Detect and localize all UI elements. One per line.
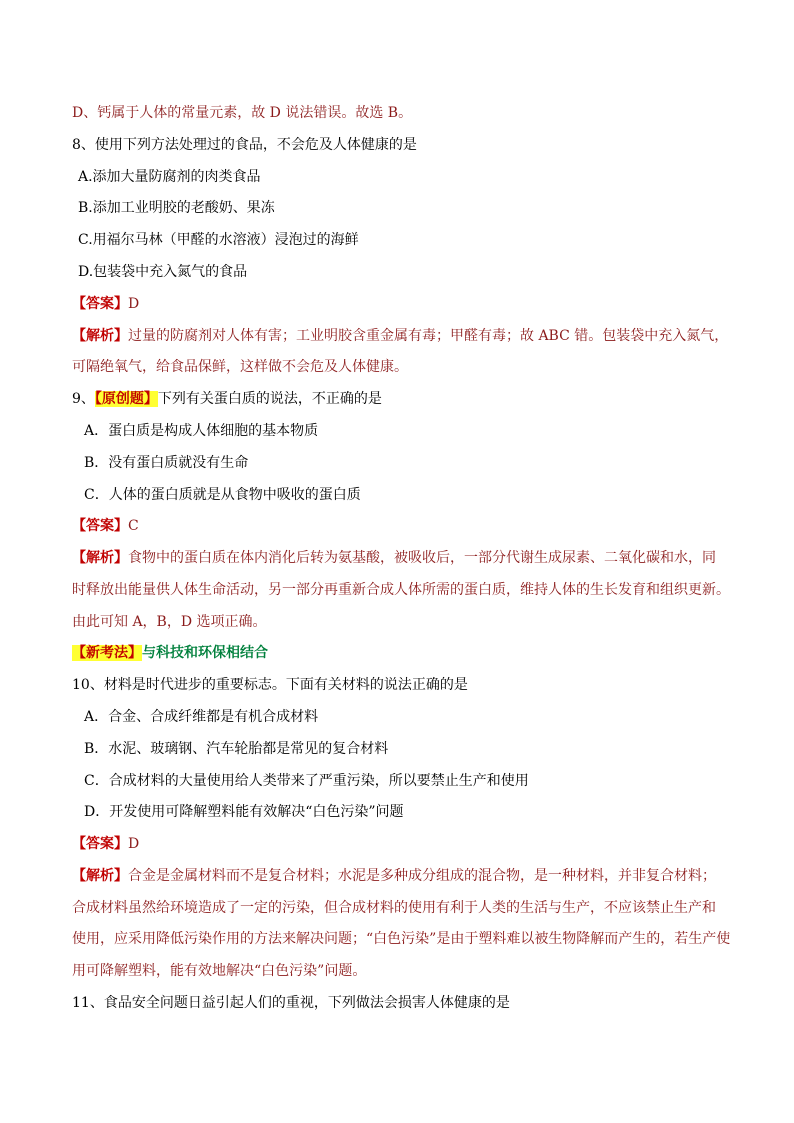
question-text: 下列有关蛋白质的说法，不正确的是	[157, 391, 382, 407]
q10-explanation-3: 使用，应采用降低污染作用的方法来解决问题；“白色污染”是由于塑料难以被生物降解而产生的，若生产使	[72, 931, 731, 947]
q9-explanation-1	[72, 548, 716, 568]
answer-tag: 【答案】	[72, 518, 128, 534]
q10-answer	[72, 834, 139, 854]
new-method-tag: 【新考法】	[72, 645, 142, 661]
q8-answer	[72, 294, 139, 314]
question-9	[72, 389, 382, 409]
explanation-tag: 【解析】	[72, 550, 128, 566]
q10-explanation-4: 用可降解塑料，能有效地解决“白色污染”问题。	[72, 963, 367, 979]
q10-option-c: C．合成材料的大量使用给人类带来了严重污染，所以要禁止生产和使用	[84, 773, 529, 789]
answer-value: D	[128, 296, 140, 312]
q8-explanation-1	[72, 326, 728, 346]
prev-answer-line: D、钙属于人体的常量元素，故 D 说法错误。故选 B。	[72, 105, 413, 121]
explanation-text: 合金是金属材料而不是复合材料；水泥是多种成分组成的混合物，是一种材料，并非复合材料；	[128, 868, 716, 884]
original-question-tag: 【原创题】	[94, 391, 158, 407]
explanation-tag: 【解析】	[72, 868, 128, 884]
q8-option-a: A.添加大量防腐剂的肉类食品	[78, 169, 261, 185]
explanation-text: 过量的防腐剂对人体有害；工业明胶含重金属有毒；甲醛有毒；故 ABC 错。包装袋中充入氮气，	[128, 328, 729, 344]
question-8: 8、使用下列方法处理过的食品，不会危及人体健康的是	[72, 137, 417, 153]
q9-option-c: C．人体的蛋白质就是从食物中吸收的蛋白质	[84, 487, 361, 503]
answer-value: D	[128, 836, 140, 852]
question-10: 10、材料是时代进步的重要标志。下面有关材料的说法正确的是	[72, 677, 468, 693]
q8-option-c: C.用福尔马林（甲醛的水溶液）浸泡过的海鲜	[78, 232, 359, 248]
q10-option-a: A．合金、合成纤维都是有机合成材料	[84, 709, 319, 725]
new-method-heading	[72, 643, 268, 663]
explanation-text: 食物中的蛋白质在体内消化后转为氨基酸，被吸收后，一部分代谢生成尿素、二氧化碳和水，同	[128, 550, 716, 566]
answer-tag: 【答案】	[72, 296, 128, 312]
q8-explanation-2: 可隔绝氧气，给食品保鲜，这样做不会危及人体健康。	[72, 359, 408, 375]
q9-explanation-2: 时释放出能量供人体生命活动，另一部分再重新合成人体所需的蛋白质，维持人体的生长发育和组织更新。	[72, 582, 730, 598]
q9-answer	[72, 516, 139, 536]
q9-explanation-3: 由此可知 A，B，D 选项正确。	[72, 614, 267, 630]
q9-option-a: A．蛋白质是构成人体细胞的基本物质	[84, 423, 319, 439]
answer-value: C	[128, 518, 139, 534]
explanation-tag: 【解析】	[72, 328, 128, 344]
new-method-text: 与科技和环保相结合	[142, 645, 268, 661]
q10-option-d: D．开发使用可降解塑料能有效解决“白色污染”问题	[84, 804, 404, 820]
question-11: 11、食品安全问题日益引起人们的重视，下列做法会损害人体健康的是	[72, 995, 510, 1011]
q10-explanation-1	[72, 866, 716, 886]
q10-explanation-2: 合成材料虽然给环境造成了一定的污染，但合成材料的使用有利于人类的生活与生产，不应该禁止生产和	[72, 900, 716, 916]
q8-option-d: D.包装袋中充入氮气的食品	[78, 264, 248, 280]
answer-tag: 【答案】	[72, 836, 128, 852]
q8-option-b: B.添加工业明胶的老酸奶、果冻	[78, 200, 275, 216]
q10-option-b: B．水泥、玻璃钢、汽车轮胎都是常见的复合材料	[84, 741, 389, 757]
question-number: 9、	[72, 391, 95, 407]
q9-option-b: B．没有蛋白质就没有生命	[84, 455, 249, 471]
